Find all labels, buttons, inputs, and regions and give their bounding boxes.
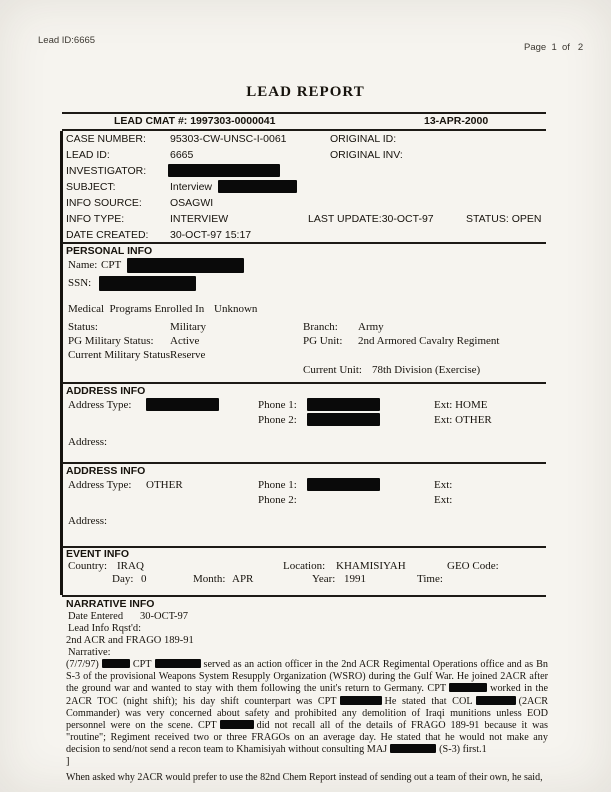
- narrative-text: (2ACR Commander) was very concerned about safety and prohibited any demolition of Iraqi munitions unless EOD personnel were on the scene. CPT: [66, 695, 548, 732]
- narrative-text: (7/7/97): [66, 659, 99, 670]
- redaction-bar: [476, 696, 516, 705]
- location-value: KHAMISIYAH: [336, 560, 406, 572]
- address-type-label: Address Type:: [68, 399, 132, 411]
- narrative-text: did not recall all of the details of FRAGO 189-91 because it was "routine"; Regiment received two or three FRAGOs on an average day. He stated that he would not make any decision to send/not send a recon team to Khamisiyah without consulting MAJ: [66, 720, 548, 756]
- redaction-bar: [168, 164, 280, 177]
- ssn-label: SSN:: [68, 277, 92, 289]
- address-label: Address:: [68, 436, 108, 448]
- lead-info-requested-value: 2nd ACR and FRAGO 189-91: [66, 635, 194, 646]
- location-label: Location:: [283, 560, 326, 572]
- phone2-label: Phone 2:: [258, 494, 297, 506]
- redaction-bar: [307, 478, 380, 491]
- original-id-label: ORIGINAL ID:: [330, 133, 397, 145]
- country-label: Country:: [68, 560, 108, 572]
- info-type-label: INFO TYPE:: [66, 213, 125, 225]
- year-value: 1991: [344, 573, 366, 585]
- info-source-label: INFO SOURCE:: [66, 197, 142, 209]
- lead-id-header: Lead ID:6665: [38, 35, 96, 46]
- redaction-bar: [307, 413, 380, 426]
- redaction-bar: [127, 258, 244, 273]
- lead-cmat-number: LEAD CMAT #: 1997303-0000041: [114, 115, 276, 127]
- event-info-section-title: EVENT INFO: [66, 548, 130, 560]
- report-date: 13-APR-2000: [424, 115, 489, 127]
- redaction-bar: [220, 720, 254, 729]
- subject-label: SUBJECT:: [66, 181, 116, 193]
- current-unit-label: Current Unit:: [303, 364, 362, 376]
- current-unit-value: 78th Division (Exercise): [372, 364, 481, 376]
- redaction-bar: [449, 683, 487, 692]
- phone1-label: Phone 1:: [258, 479, 297, 491]
- name-label: Name:: [68, 259, 98, 271]
- ext1-value: Ext:: [434, 479, 453, 491]
- lead-id-label: LEAD ID:: [66, 149, 110, 161]
- current-military-status-label: Current Military Status: [68, 349, 171, 361]
- narrative-text: served as an action officer in the 2nd ACR Regimental Operations office and as Bn S-3 of the provisional Weapons System Resupply Organization (WSRO) during the Gulf War. He joined 2ACR after the ground war and wanted to stay with them following the unit's return to Germany. CPT: [66, 659, 548, 695]
- redaction-bar: [99, 276, 196, 291]
- divider-line: [62, 129, 546, 131]
- lead-id-value: 6665: [170, 149, 194, 161]
- personal-info-section-title: PERSONAL INFO: [66, 245, 153, 257]
- status-value: STATUS: OPEN: [466, 213, 542, 225]
- narrative-label: Narrative:: [68, 647, 111, 658]
- divider-line: [62, 242, 546, 244]
- investigator-label: INVESTIGATOR:: [66, 165, 147, 177]
- redaction-bar: [146, 398, 219, 411]
- info-type-value: INTERVIEW: [170, 213, 229, 225]
- geo-code-label: GEO Code:: [447, 560, 499, 572]
- redaction-bar: [390, 744, 436, 753]
- redaction-bar: [340, 696, 382, 705]
- address-info-1-section-title: ADDRESS INFO: [66, 385, 146, 397]
- year-label: Year:: [312, 573, 336, 585]
- date-created-value: 30-OCT-97 15:17: [170, 229, 252, 241]
- pg-unit-value: 2nd Armored Cavalry Regiment: [358, 335, 500, 347]
- medical-programs-value: Unknown: [214, 303, 258, 315]
- case-number-value: 95303-CW-UNSC-I-0061: [170, 133, 287, 145]
- narrative-text: (S-3) first.1: [439, 744, 487, 756]
- redaction-bar: [307, 398, 380, 411]
- pg-unit-label: PG Unit:: [303, 335, 343, 347]
- last-update-value: LAST UPDATE:30-OCT-97: [308, 213, 434, 225]
- name-rank: CPT: [101, 259, 122, 271]
- divider-line: [62, 595, 546, 597]
- original-inv-label: ORIGINAL INV:: [330, 149, 403, 161]
- day-label: Day:: [112, 573, 134, 585]
- branch-label: Branch:: [303, 321, 338, 333]
- status-value: Military: [170, 321, 207, 333]
- narrative-paragraph-2: When asked why 2ACR would prefer to use the 82nd Chem Report instead of sending out a team of their own, he said,: [66, 772, 543, 783]
- address-type-label: Address Type:: [68, 479, 132, 491]
- month-label: Month:: [193, 573, 226, 585]
- date-created-label: DATE CREATED:: [66, 229, 149, 241]
- narrative-text: CPT: [132, 659, 152, 670]
- case-number-label: CASE NUMBER:: [66, 133, 146, 145]
- info-source-value: OSAGWI: [170, 197, 214, 209]
- report-title: LEAD REPORT: [246, 84, 365, 100]
- address-label: Address:: [68, 515, 108, 527]
- address-info-2-section-title: ADDRESS INFO: [66, 465, 146, 477]
- divider-line: [62, 112, 546, 114]
- medical-programs-label: Medical Programs Enrolled In: [68, 303, 205, 315]
- phone1-label: Phone 1:: [258, 399, 297, 411]
- narrative-text: worked in the 2ACR TOC (night shift); his day shift counterpart was CPT: [66, 683, 548, 707]
- date-entered-value: 30-OCT-97: [140, 611, 189, 622]
- page-number: Page 1 of 2: [524, 42, 584, 53]
- divider-line: [62, 546, 546, 548]
- redaction-bar: [102, 659, 130, 668]
- narrative-info-section-title: NARRATIVE INFO: [66, 598, 155, 610]
- lead-info-requested-label: Lead Info Rqst'd:: [68, 623, 142, 634]
- redaction-bar: [155, 659, 201, 668]
- pg-military-status-label: PG Military Status:: [68, 335, 154, 347]
- divider-line: [62, 462, 546, 464]
- time-label: Time:: [417, 573, 443, 585]
- month-value: APR: [232, 573, 254, 585]
- stray-scan-mark: ]: [66, 756, 70, 767]
- current-military-status-value: Reserve: [170, 349, 206, 361]
- redaction-bar: [218, 180, 297, 193]
- subject-value: Interview: [170, 181, 213, 193]
- phone2-label: Phone 2:: [258, 414, 297, 426]
- pg-military-status-value: Active: [170, 335, 200, 347]
- date-entered-label: Date Entered: [68, 611, 124, 622]
- ext1-value: Ext: HOME: [434, 399, 488, 411]
- narrative-text: He stated that COL: [384, 695, 473, 707]
- ext2-value: Ext:: [434, 494, 453, 506]
- country-value: IRAQ: [117, 560, 144, 572]
- ext2-value: Ext: OTHER: [434, 414, 492, 426]
- divider-line: [62, 382, 546, 384]
- address-type-value: OTHER: [146, 479, 183, 491]
- day-value: 0: [141, 573, 147, 585]
- status-label: Status:: [68, 321, 98, 333]
- branch-value: Army: [358, 321, 384, 333]
- left-border-line: [60, 131, 63, 595]
- narrative-paragraph: [66, 659, 548, 757]
